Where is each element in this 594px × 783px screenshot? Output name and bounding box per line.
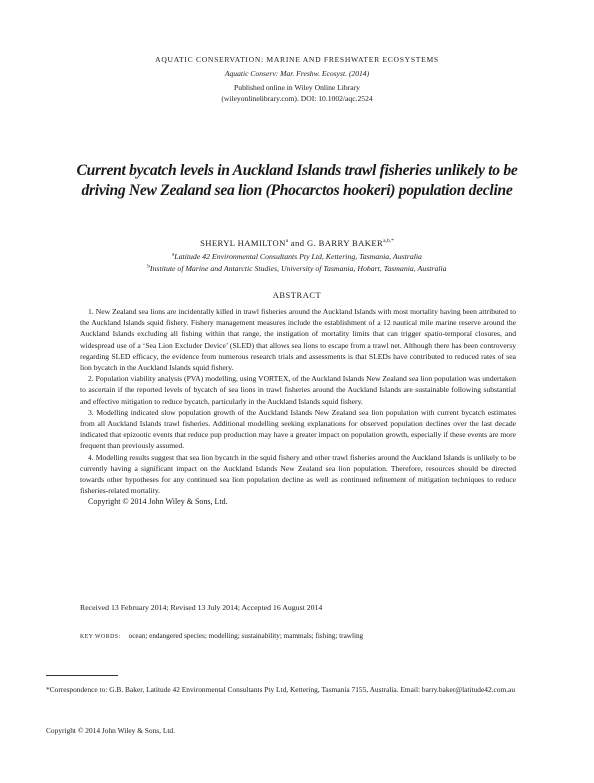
journal-citation: Aquatic Conserv: Mar. Freshw. Ecosyst. (2014) — [224, 69, 370, 78]
doi-line[interactable]: (wileyonlinelibrary.com). DOI: 10.1002/aqc.2524 — [221, 94, 373, 103]
author-baker-affiliation: a,b,* — [383, 238, 394, 245]
received-dates: Received 13 February 2014; Revised 13 July 2014; Accepted 16 August 2014 — [80, 603, 323, 612]
affiliation-b-text: Institute of Marine and Antarctic Studies, University of Tasmania, Hobart, Tasmania, Australia — [149, 264, 447, 273]
author-hamilton: SHERYL HAMILTON — [200, 238, 286, 248]
affiliation-a-text: Latitude 42 Environmental Consultants Pty Ltd, Kettering, Tasmania, Australia — [174, 252, 422, 261]
footnote-divider — [46, 675, 118, 676]
affiliation-b-mark: b — [147, 264, 150, 270]
title-line-1: Current bycatch levels in Auckland Islands trawl fisheries unlikely to be — [76, 162, 518, 179]
author-hamilton-affiliation: a — [285, 238, 289, 245]
abstract-heading: ABSTRACT — [272, 291, 322, 300]
abstract-paragraph-3: 3. Modelling indicated slow population growth of the Auckland Islands New Zealand sea lion population with current bycatch estimates from all Auckland Islands trawl fisheries. Additional modelling seeking explanations for observed population declines over the last decade indicated that epizootic events that reduce pup production may have a greater impact on population growth, especially if these events are more frequent than previously assumed. — [80, 407, 516, 451]
title-line-2: driving New Zealand sea lion (Phocarctos hookeri) population decline — [81, 182, 513, 199]
correspondence-footnote: *Correspondence to: G.B. Baker, Latitude 42 Environmental Consultants Pty Ltd, Kettering, Tasmania 7155, Australia. Email: barry.baker@latitude42.com.au — [46, 685, 516, 694]
affiliation-b — [0, 264, 594, 273]
keywords-label: KEY WORDS: — [80, 634, 121, 640]
author-conjunction: and — [290, 238, 305, 248]
journal-name: AQUATIC CONSERVATION: MARINE AND FRESHWATER ECOSYSTEMS — [155, 55, 439, 64]
affiliation-a — [0, 252, 594, 261]
abstract-body — [80, 306, 516, 508]
abstract-paragraph-4: 4. Modelling results suggest that sea lion bycatch in the squid fishery and other trawl fisheries around the Auckland Islands is unlikely to be currently having a significant impact on the Auckland Islands New Zealand sea lion population. Therefore, resources should be directed towards other hypotheses for any continued sea lion population decline as well as continued refinement of mitigation techniques to reduce fisheries-related mortality. — [80, 452, 516, 496]
footer-copyright: Copyright © 2014 John Wiley & Sons, Ltd. — [46, 726, 175, 735]
keywords — [80, 632, 363, 640]
published-online: Published online in Wiley Online Library — [234, 83, 360, 92]
abstract-copyright: Copyright © 2014 John Wiley & Sons, Ltd. — [88, 497, 228, 507]
affiliation-a-mark: a — [172, 252, 175, 258]
author-list — [0, 238, 594, 248]
article-title — [0, 161, 594, 201]
author-baker: G. BARRY BAKER — [306, 238, 384, 248]
abstract-paragraph-2: 2. Population viability analysis (PVA) modelling, using VORTEX, of the Auckland Islands New Zealand sea lion population was undertaken to ascertain if the reported levels of bycatch of sea lions in trawl fisheries around the Auckland Islands are sustainable following substantial and effective mitigation to reduce bycatch, particularly in the Auckland Islands squid fishery. — [80, 374, 516, 406]
abstract-paragraph-1: 1. New Zealand sea lions are incidentally killed in trawl fisheries around the Auckland Islands with most mortality having been attributed to the Auckland Islands squid fishery. Fishery management measures include the establishment of a 12 nautical mile marine reserve around the Auckland Islands excluding all fishing within that range, the instigation of mortality limits that can trigger spatio-temporal closures, and widespread use of a ‘Sea Lion Excluder Device’ (SLED) that allows sea lions to escape from a trawl net. Although there has been controversy regarding SLED efficacy, the evidence from numerous research trials and assessments is that SLEDs have contributed to reduced rates of sea lion bycatch in the Auckland Islands squid fishery. — [80, 307, 516, 373]
keywords-list: ocean; endangered species; modelling; sustainability; mammals; fishing; trawling — [128, 632, 364, 640]
